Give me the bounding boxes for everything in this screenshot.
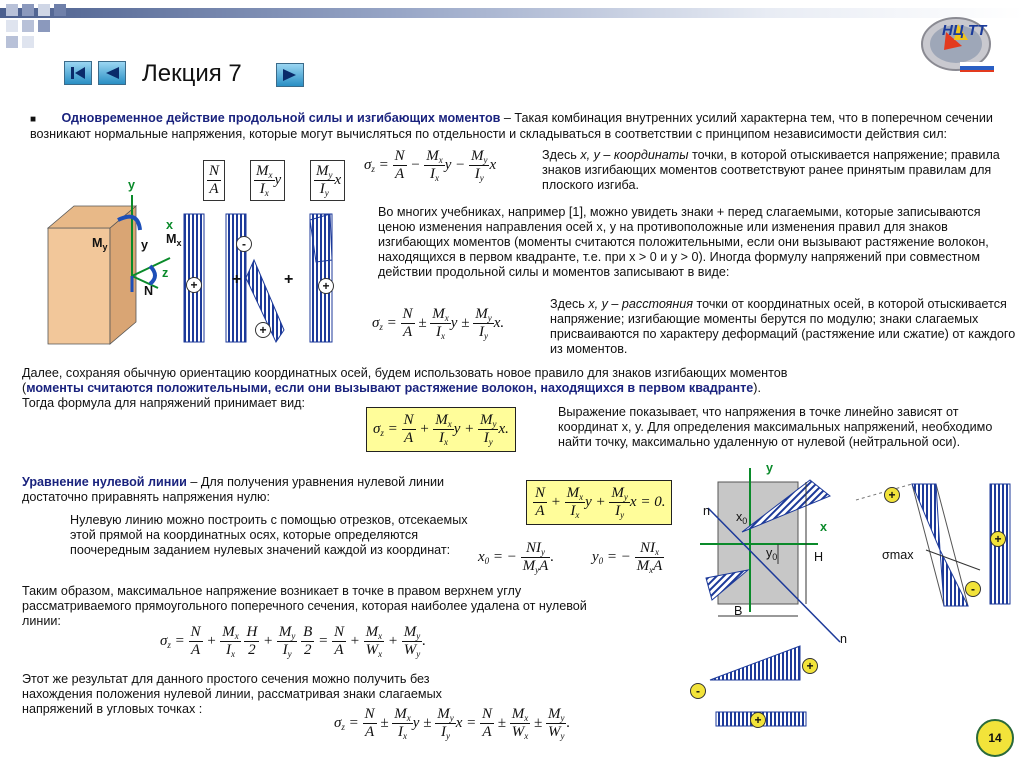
formula-x0: $x_0$ = − $\frac{NI_y}{M_yA}$ . xyxy=(478,540,555,575)
page-number-badge xyxy=(976,719,1014,757)
force-n-label: N xyxy=(144,284,154,298)
page-number: 14 xyxy=(988,731,1002,745)
plus-operator-1: + xyxy=(232,271,242,288)
plus-sign-5: + xyxy=(990,531,1006,547)
first-slide-button[interactable] xyxy=(64,61,92,85)
plus-sign-2: + xyxy=(255,322,271,338)
previous-slide-button[interactable] xyxy=(98,61,126,85)
component-box-my: $\frac{M_y}{I_y}$ x xyxy=(310,160,345,201)
para-corner-points: Этот же результат для данного простого сечения можно получить без нахождения положения нулевой линии, рассматривая знаки слагаемых напряжений в угловых точках : xyxy=(22,672,442,716)
moment-mx-label: $M_x$ xyxy=(166,232,182,248)
next-slide-button[interactable] xyxy=(276,63,304,87)
height-label: H xyxy=(814,550,824,564)
bending-bar-diagram xyxy=(40,180,360,350)
y0-label: $y_0$ xyxy=(766,546,778,562)
formula-abs: $\sigma_z$ = $\frac{N}{A}$ ± $\frac{M_x}{I_x}$ y ± $\frac{M_y}{I_y}$ x. xyxy=(372,306,505,341)
formula-main: $\sigma_z$ = $\frac{N}{A}$ + $\frac{M_x}{I_x}$ y + $\frac{M_y}{I_y}$ x. xyxy=(366,407,516,452)
x0-label: $x_0$ xyxy=(736,510,748,526)
plus-operator-2: + xyxy=(284,271,294,288)
logo xyxy=(914,10,996,72)
para-new-rule: Далее, сохраняя обычную ориентацию координатных осей, будем использовать новое правило для знаков изгибающих моментов (моменты считаются положительными, если они вызывают растяжение волокон, находящихся в первом квадранте). Тогда формула для напряжений принимает вид: xyxy=(22,366,788,410)
para-distances: Здесь x, y – расстояния точки от координатных осей, в которой отыскивается напряжение; изгибающие моменты берутся по модулю; знаки слагаемых присваиваются по характеру деформаций (растяжение или сжатие) от каждого из моментов. xyxy=(550,297,1016,356)
minus-sign-3: - xyxy=(690,683,706,699)
formula-max: $\sigma_z$ = $\frac{N}{A}$ + $\frac{M_x}{I_x}$ $\frac{H}{2}$ + $\frac{M_y}{I_y}$ $\frac{B}{2}$ = $\frac{N}{A}$ + $\frac{M_x}{W_x}$ + $\frac{M_y}{W_y}$ . xyxy=(160,624,426,659)
section-y-label: y xyxy=(766,461,774,475)
para-coordinates: Здесь x, y – координаты точки, в которой отыскивается напряжение; правила знаков изгибающих моментов соответствуют ранее принятым правилам для плоского изгиба. xyxy=(542,148,1000,192)
para-null-line-indent: Нулевую линию можно построить с помощью отрезков, отсекаемых этой прямой на координатных осях, которые определяются поочередным заданием нулевых значений каждой из координат: xyxy=(70,513,468,557)
section-x-label: x xyxy=(820,520,828,534)
null-line-label-1: n xyxy=(703,504,711,518)
header-squares xyxy=(6,4,86,54)
para-linear: Выражение показывает, что напряжения в точке линейно зависят от координат x, y. Для определения максимальных напряжений, необходимо найти точку, максимально удаленную от нулевой (нейтральной оси). xyxy=(558,405,993,449)
first-slide-icon xyxy=(70,66,86,80)
formula-basic: $\sigma_z$ = $\frac{N}{A}$ − $\frac{M_x}{I_x}$ y − $\frac{M_y}{I_y}$ x xyxy=(364,148,497,183)
moment-my-label: $M_y$ xyxy=(92,236,108,252)
formula-final: $\sigma_z$ = $\frac{N}{A}$ ± $\frac{M_x}{I_x}$ y ± $\frac{M_y}{I_y}$ x = $\frac{N}{A}$ ± $\frac{M_x}{W_x}$ ± $\frac{M_y}{W_y}$ . xyxy=(334,706,571,741)
plus-sign-6: + xyxy=(802,658,818,674)
axis-z-label: z xyxy=(162,266,169,280)
next-slide-icon xyxy=(282,68,298,82)
cross-section-diagram xyxy=(690,460,1024,740)
page-title: Лекция 7 xyxy=(142,60,242,87)
component-box-mx: $\frac{M_x}{I_x}$ y xyxy=(250,160,285,201)
intro-heading: Одновременное действие продольной силы и изгибающих моментов xyxy=(61,111,501,125)
component-box-n-a: $\frac{N}{A}$ xyxy=(203,160,225,201)
plus-sign-3: + xyxy=(318,278,334,294)
axis-y-label-2: y xyxy=(141,238,149,252)
formula-null-line: $\frac{N}{A}$ + $\frac{M_x}{I_x}$ y + $\frac{M_y}{I_y}$ x = 0. xyxy=(526,480,672,525)
previous-slide-icon xyxy=(104,66,120,80)
logo-text: НЦ ТТ xyxy=(942,22,987,39)
para-max-stress: Таким образом, максимальное напряжение возникает в точке в правом верхнем углу рассматриваемого прямоугольного поперечного сечения, которая наиболее удалена от нулевой линии: xyxy=(22,584,587,628)
header-bar xyxy=(0,8,1024,18)
intro-paragraph xyxy=(30,111,1000,142)
minus-sign-2: - xyxy=(965,581,981,597)
intro-text: – Такая комбинация внутренних усилий характерна тем, что в поперечном сечении возникают нормальные напряжения, которые могут вычисляться по отдельности и складываться в соответствии с принципом независимости действия сил: xyxy=(30,111,993,141)
para-textbooks: Во многих учебниках, например [1], можно увидеть знаки + перед слагаемыми, которые записываются ценою изменения направления осей x, y на противоположные или изменения правил для знаков изгибающих моментов (моменты считаются положительными, если они вызывают растяжение волокон, находящихся в первом квадранте, т.е. при x > 0 и y > 0). Иногда формулу напряжений при совместном действии продольной силы и моментов записывают в виде: xyxy=(378,205,989,279)
plus-sign-7: + xyxy=(750,712,766,728)
axis-x-label: x xyxy=(166,218,174,232)
bullet-icon: ■ xyxy=(30,114,37,125)
plus-sign-4: + xyxy=(884,487,900,503)
formula-y0: $y_0$ = − $\frac{NI_x}{M_xA}$ xyxy=(592,540,663,575)
sigma-max-label: σmax xyxy=(882,548,914,562)
axis-y-label: y xyxy=(128,178,136,192)
para-null-line: Уравнение нулевой линии – Для получения уравнения нулевой линии достаточно приравнять напряжения нулю: xyxy=(22,475,445,504)
minus-sign-1: - xyxy=(236,236,252,252)
width-label: B xyxy=(734,604,743,618)
plus-sign-1: + xyxy=(186,277,202,293)
null-line-label-2: n xyxy=(840,632,848,646)
